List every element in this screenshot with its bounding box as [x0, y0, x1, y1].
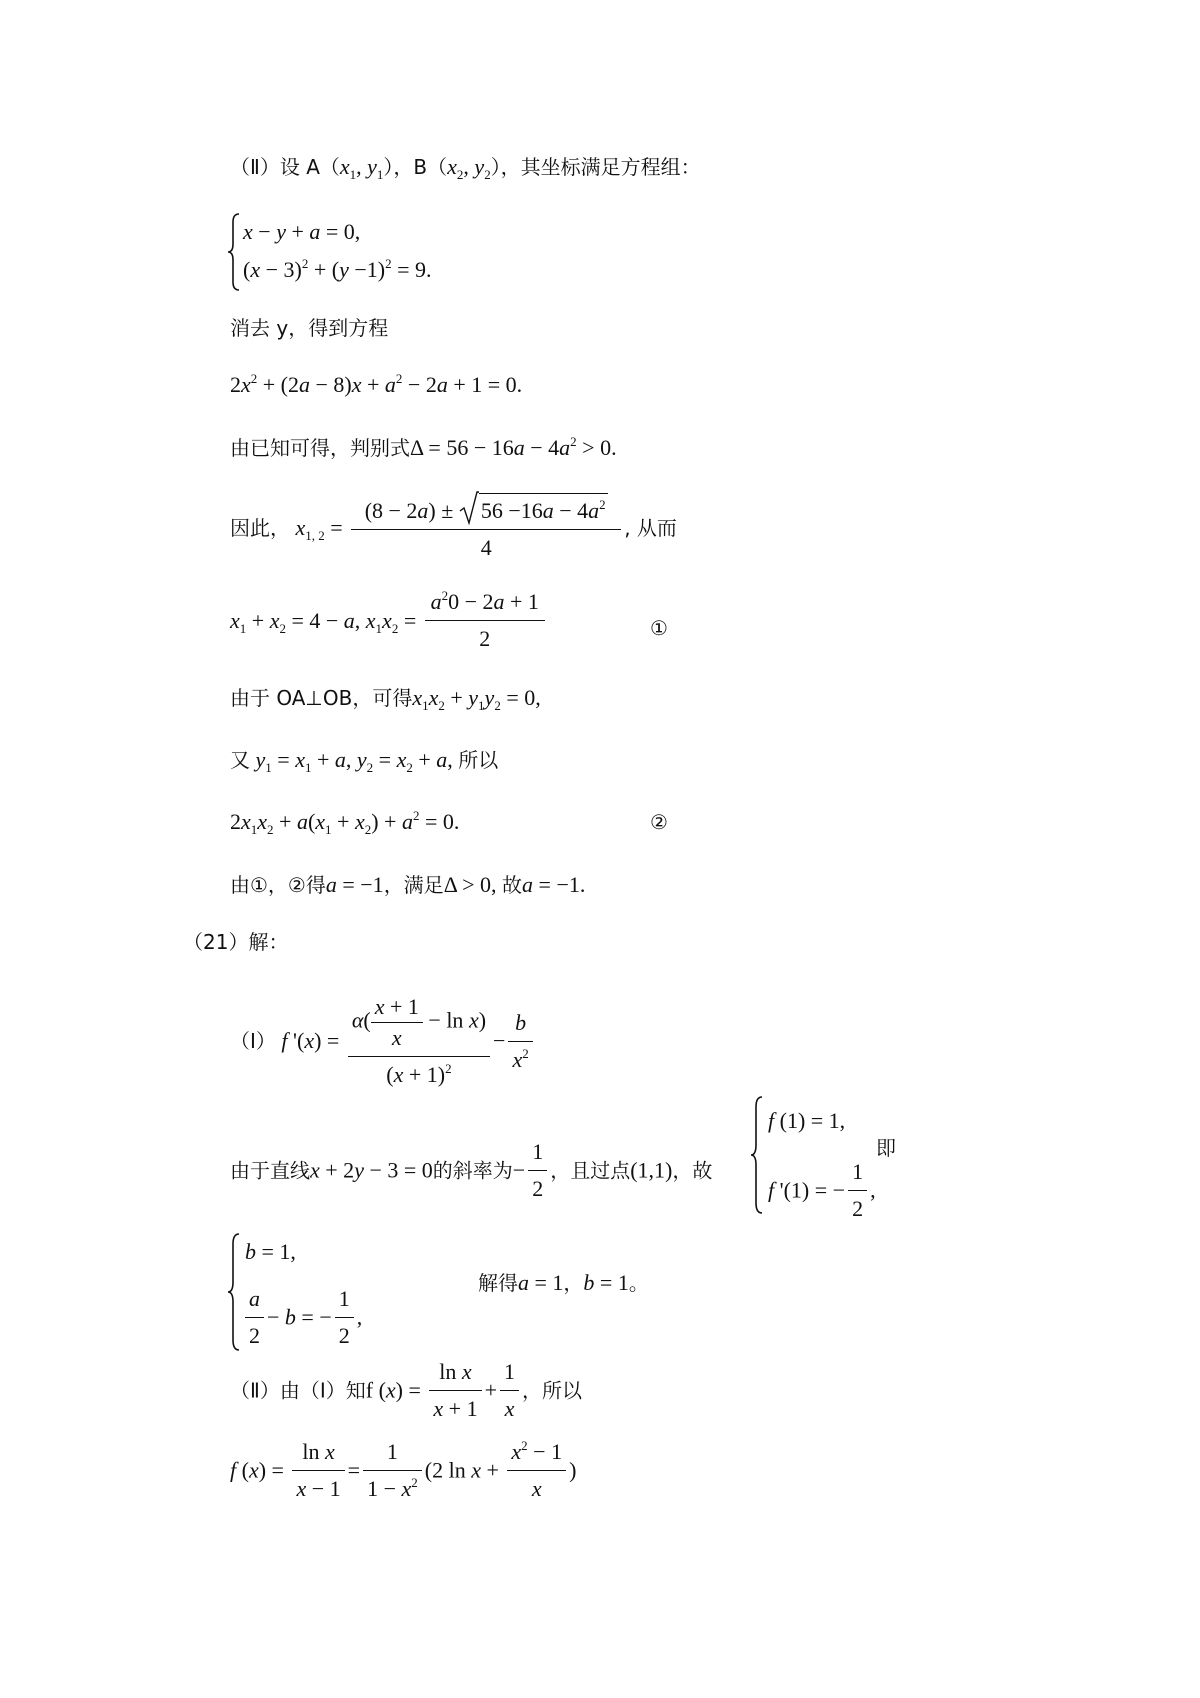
setup-prefix: （Ⅱ）设 A（ — [230, 155, 340, 179]
discriminant-line: 由已知可得，判别式$\Delta = 56 - 16a - 4a^2 > 0$. — [230, 434, 617, 460]
brace-icon — [227, 212, 241, 292]
combined-equation: $2x_1x_2 + a(x_1 + x_2) + a^2 = 0$. — [230, 808, 460, 837]
line-eliminate-y: 消去 y，得到方程 — [230, 316, 389, 340]
perpendicular-line: 由于 OA⊥OB，可得$x_1x_2 + y_1y_2 = 0$, — [230, 685, 541, 713]
equation-system-1: x − y + a = 0, $(x - 3)^2 + (y -1)^2 = 9$. — [227, 212, 547, 292]
equation-system-2: f (1) = 1, f '(1) = − $\frac{1}{2}$ , — [750, 1095, 870, 1215]
roots-line: 因此， $x_{1, 2}$ = (8 − 2a) ± $56 -16a - 4a^2$ 4 , 从而 — [230, 493, 677, 563]
setup-sep: ），B（ — [383, 155, 448, 179]
substitution-line: 又 $y_1 = x_1 + a$, $y_2 = x_2 + a$, 所以 — [230, 747, 499, 775]
brace-icon — [750, 1095, 764, 1215]
part-ii-function-line: （Ⅱ）由（Ⅰ）知f (x) = $\frac{\text{ln x}}{x + 1}$ + $\frac{1}{x}$ ，所以 — [230, 1359, 583, 1421]
quadratic-equation: $2x^2 + (2a - 8)x + a^2 - 2a + 1 = 0$. — [230, 371, 523, 397]
solution-line: 解得a = 1，b = 1。 — [478, 1270, 649, 1295]
conclusion-line: 由①，②得a = −1，满足Δ > 0, 故a = −1. — [230, 872, 586, 897]
brace-icon — [227, 1232, 241, 1352]
vieta-line: $x_1 + x_2 = 4 - a$, $x_1x_2$ = $\frac{a^20 - 2a + 1}{2}$ — [230, 587, 548, 654]
therefore-word: 即 — [876, 1136, 896, 1160]
derivative-line: （Ⅰ） f '(x) = α( $\frac{x + 1}{x}$ − ln x) $(x + 1)^2$ − $\frac{b}{x^2}$ — [230, 992, 536, 1090]
setup-suffix: ），其坐标满足方程组： — [490, 155, 701, 179]
equation-system-3: b = 1, $\frac{a}{2}$ − b = − $\frac{1}{2}$ , — [227, 1232, 367, 1352]
line-part-ii-setup: （Ⅱ）设 $A(x_1$, $y_1$），$B(x_2$, $y_2$），其坐标满足方程组： — [230, 154, 701, 182]
question-21-heading: （21）解： — [183, 930, 289, 954]
equation-marker-1: ① — [650, 616, 668, 640]
equation-marker-2: ② — [650, 810, 668, 834]
tangent-condition-line: 由于直线x + 2y − 3 = 0的斜率为− $\frac{1}{2}$ ，且过点(1,1)，故 — [230, 1139, 713, 1201]
roots-fraction: (8 − 2a) ± $56 -16a - 4a^2$ 4 — [351, 493, 621, 563]
final-expression-line: f (x) = $\frac{\text{ln x}}{x - 1}$ = $\frac{1}{1 - x^2}$ (2 ln x + $\frac{x^2 - 1}{x}$ ) — [230, 1438, 577, 1501]
